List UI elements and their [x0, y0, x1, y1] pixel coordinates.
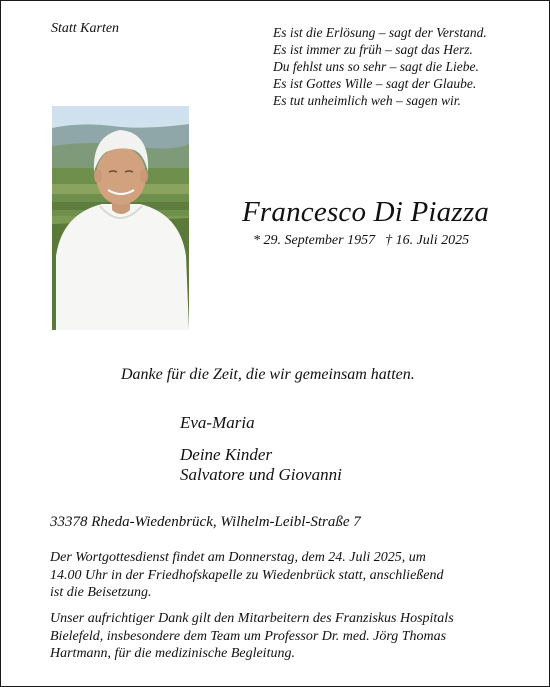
gratitude-line: Hartmann, für die medizinische Begleitung. — [50, 646, 295, 661]
address: 33378 Rheda-Wiedenbrück, Wilhelm-Leibl-Straße 7 — [50, 514, 361, 530]
deceased-name: Francesco Di Piazza — [242, 196, 490, 228]
mourner-spouse: Eva-Maria — [180, 413, 255, 432]
death-date: † 16. Juli 2025 — [385, 233, 470, 248]
portrait-photo-illustration — [52, 106, 189, 330]
poem — [273, 24, 487, 109]
life-dates — [253, 233, 469, 249]
thanks-line: Danke für die Zeit, die wir gemeinsam hatten. — [121, 366, 415, 383]
service-line: Der Wortgottesdienst findet am Donnerstag, dem 24. Juli 2025, um — [50, 550, 426, 565]
poem-line: Es ist immer zu früh – sagt das Herz. — [273, 42, 473, 57]
mourner-children-names: Salvatore und Giovanni — [180, 465, 342, 484]
mourners — [180, 413, 342, 485]
poem-line: Es ist Gottes Wille – sagt der Glaube. — [273, 76, 477, 91]
poem-line: Du fehlst uns so sehr – sagt die Liebe. — [273, 59, 479, 74]
gratitude-line: Bielefeld, insbesondere dem Team um Professor Dr. med. Jörg Thomas — [50, 628, 447, 644]
portrait-photo — [52, 106, 189, 330]
mourner-children-label: Deine Kinder — [180, 445, 273, 464]
statt-karten-label: Statt Karten — [51, 21, 120, 36]
service-line: 14.00 Uhr in der Friedhofskapelle zu Wiedenbrück statt, anschließend — [50, 567, 444, 583]
birth-date: * 29. September 1957 — [253, 233, 376, 248]
gratitude-line: Unser aufrichtiger Dank gilt den Mitarbeitern des Franziskus Hospitals — [50, 611, 454, 626]
service-paragraph — [50, 549, 518, 602]
gratitude-paragraph — [50, 610, 518, 663]
poem-line: Es tut unheimlich weh – sagen wir. — [273, 93, 461, 108]
service-line: ist die Beisetzung. — [50, 585, 152, 600]
poem-line: Es ist die Erlösung – sagt der Verstand. — [273, 25, 487, 40]
